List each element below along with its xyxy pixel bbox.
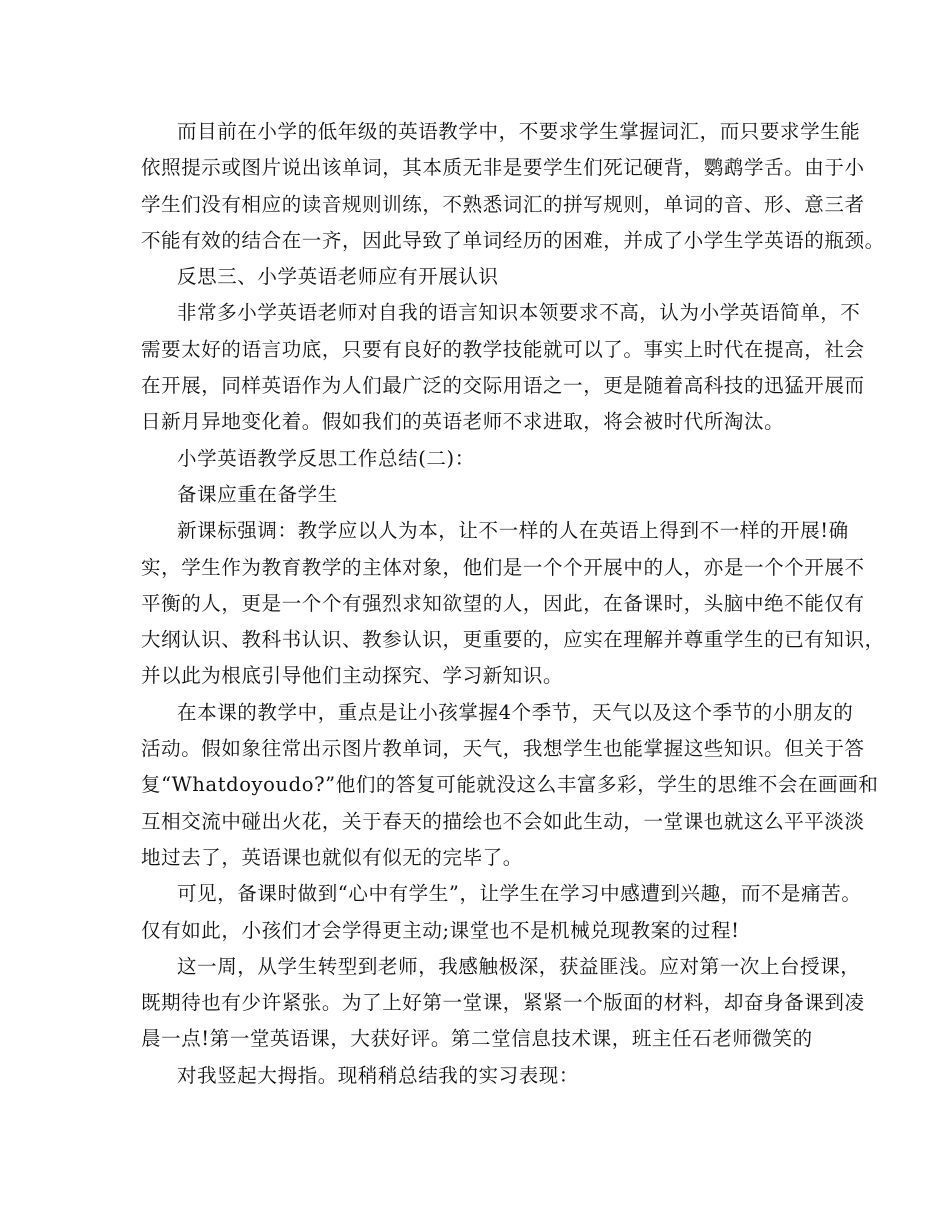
text-line: 平衡的人，更是一个个有强烈求知欲望的人，因此，在备课时，头脑中绝不能仅有	[141, 591, 865, 615]
text-line: 日新月异地变化着。假如我们的英语老师不求进取，将会被时代所淘汰。	[141, 410, 785, 434]
text-line: 既期待也有少许紧张。为了上好第一堂课，紧紧一个版面的材料，却奋身备课到凌	[141, 991, 865, 1015]
text-line: 大纲认识、教科书认识、教参认识，更重要的，应实在理解并尊重学生的已有知识，	[141, 628, 885, 652]
text-line: 活动。假如象往常出示图片教单词，天气，我想学生也能掌握这些知识。但关于答	[141, 737, 865, 761]
text-line: 对我竖起大拇指。现稍稍总结我的实习表现：	[177, 1063, 580, 1087]
text-line: 不能有效的结合在一齐，因此导致了单词经历的困难，并成了小学生学英语的瓶颈。	[141, 228, 885, 252]
text-line: 需要太好的语言功底，只要有良好的教学技能就可以了。事实上时代在提高，社会	[141, 337, 865, 361]
text-line: 小学英语教学反思工作总结(二)：	[177, 446, 475, 470]
text-line: 依照提示或图片说出该单词，其本质无非是要学生们死记硬背，鹦鹉学舌。由于小	[141, 156, 865, 180]
text-line: 实，学生作为教育教学的主体对象，他们是一个个开展中的人，亦是一个个开展不	[141, 555, 865, 579]
text-line: 可见，备课时做到“心中有学生”，让学生在学习中感遭到兴趣，而不是痛苦。	[177, 882, 862, 906]
text-line: 复“Whatdoyoudo?”他们的答复可能就没这么丰富多彩，学生的思维不会在画画和	[141, 773, 879, 797]
text-line: 晨一点!第一堂英语课，大获好评。第二堂信息技术课，班主任石老师微笑的	[141, 1027, 813, 1051]
text-line: 这一周，从学生转型到老师，我感触极深，获益匪浅。应对第一次上台授课，	[177, 954, 861, 978]
text-line: 反思三、小学英语老师应有开展认识	[177, 265, 499, 289]
text-line: 地过去了，英语课也就似有似无的完毕了。	[141, 845, 523, 869]
text-line: 备课应重在备学生	[177, 482, 338, 506]
text-line: 在开展，同样英语作为人们最广泛的交际用语之一，更是随着高科技的迅猛开展而	[141, 374, 865, 398]
text-line: 学生们没有相应的读音规则训练，不熟悉词汇的拼写规则，单词的音、形、意三者	[141, 192, 865, 216]
text-line: 并以此为根底引导他们主动探究、学习新知识。	[141, 664, 564, 688]
text-line: 新课标强调：教学应以人为本，让不一样的人在英语上得到不一样的开展!确	[177, 519, 849, 543]
text-line: 而目前在小学的低年级的英语教学中，不要求学生掌握词汇，而只要求学生能	[177, 120, 861, 143]
text-line: 仅有如此，小孩们才会学得更主动;课堂也不是机械兑现教案的过程!	[141, 918, 740, 942]
text-line: 互相交流中碰出火花，关于春天的描绘也不会如此生动，一堂课也就这么平平淡淡	[141, 809, 865, 833]
document-body	[141, 114, 885, 1094]
text-line: 非常多小学英语老师对自我的语言知识本领要求不高，认为小学英语简单，不	[177, 301, 861, 325]
text-line: 在本课的教学中，重点是让小孩掌握4个季节，天气以及这个季节的小朋友的	[177, 700, 854, 724]
